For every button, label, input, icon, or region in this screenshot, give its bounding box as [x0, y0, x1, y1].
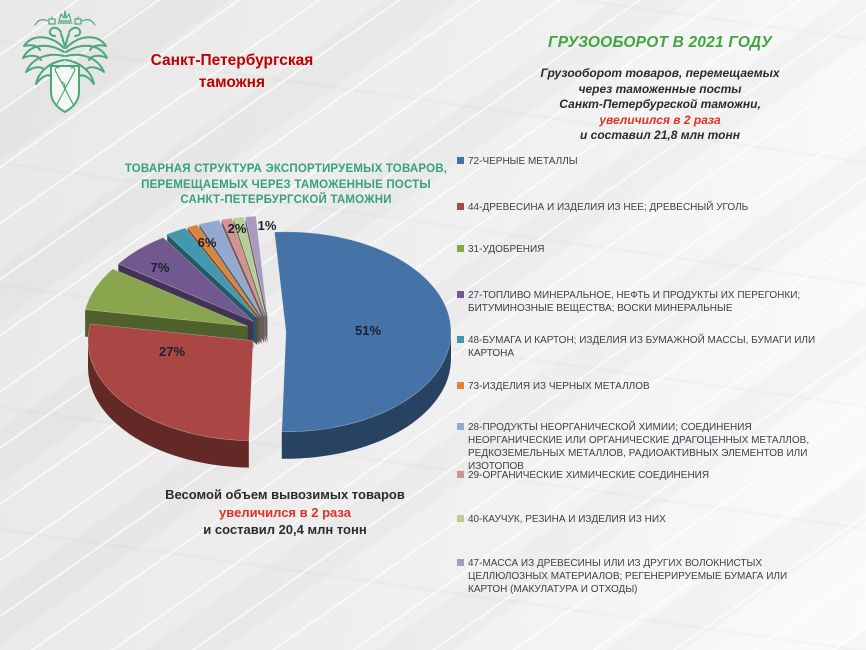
legend-swatch-icon — [457, 203, 464, 210]
legend-item — [457, 513, 666, 526]
pie-percent-label: 7% — [150, 260, 170, 275]
cargo-turnover-title: ГРУЗООБОРОТ В 2021 ГОДУ — [548, 34, 772, 51]
legend-label: 48-БУМАГА И КАРТОН; ИЗДЕЛИЯ ИЗ БУМАЖНОЙ МАССЫ, БУМАГИ ИЛИ КАРТОНА — [468, 335, 816, 359]
legend-label: 73-ИЗДЕЛИЯ ИЗ ЧЕРНЫХ МЕТАЛЛОВ — [468, 381, 650, 392]
legend-swatch-icon — [457, 423, 464, 430]
pie-percent-label: 27% — [158, 344, 186, 359]
legend-item — [457, 289, 829, 315]
chart-title-line2: ПЕРЕМЕЩАЕМЫХ ЧЕРЕЗ ТАМОЖЕННЫЕ ПОСТЫ — [141, 178, 431, 191]
legend-swatch-icon — [457, 291, 464, 298]
cargo-highlight: увеличился в 2 раза — [599, 112, 721, 127]
summary-note — [120, 486, 450, 539]
chart-title-line3: САНКТ-ПЕТЕРБУРГСКОЙ ТАМОЖНИ — [180, 194, 392, 207]
legend-swatch-icon — [457, 245, 464, 252]
cargo-turnover-text — [520, 66, 800, 144]
legend-label: 28-ПРОДУКТЫ НЕОРГАНИЧЕСКОЙ ХИМИИ; СОЕДИНЕНИЯ НЕОРГАНИЧЕСКИЕ ИЛИ ОРГАНИЧЕСКИЕ ДРАГОЦЕННЫХ МЕТАЛЛОВ, РЕДКОЗЕМЕЛЬНЫХ МЕТАЛЛОВ, РАДИОАКТИВНЫХ ЭЛЕМЕНТОВ ИЛИ ИЗОТОПОВ — [468, 422, 810, 472]
legend-label: 40-КАУЧУК, РЕЗИНА И ИЗДЕЛИЯ ИЗ НИХ — [468, 514, 666, 525]
legend-swatch-icon — [457, 382, 464, 389]
org-title-line2: таможня — [198, 73, 266, 91]
legend-item — [457, 201, 748, 214]
legend-swatch-icon — [457, 559, 464, 566]
customs-eagle-emblem — [20, 8, 110, 128]
legend-label: 29-ОРГАНИЧЕСКИЕ ХИМИЧЕСКИЕ СОЕДИНЕНИЯ — [468, 470, 710, 481]
legend-label: 47-МАССА ИЗ ДРЕВЕСИНЫ ИЛИ ИЗ ДРУГИХ ВОЛОКНИСТЫХ ЦЕЛЛЮЛОЗНЫХ МАТЕРИАЛОВ; РЕГЕНЕРИРУЕМЫЕ БУМАГА ИЛИ КАРТОН (МАКУЛАТУРА И ОТХОДЫ) — [468, 558, 788, 595]
legend-swatch-icon — [457, 471, 464, 478]
pie-percent-label: 6% — [197, 235, 217, 250]
cargo-turnover-panel — [520, 34, 800, 144]
pie-chart — [55, 205, 495, 477]
legend-item — [457, 380, 650, 393]
legend-item — [457, 155, 578, 168]
chart-title — [98, 162, 474, 209]
legend-label: 44-ДРЕВЕСИНА И ИЗДЕЛИЯ ИЗ НЕЕ; ДРЕВЕСНЫЙ УГОЛЬ — [468, 202, 749, 213]
org-title — [112, 50, 352, 93]
pie-percent-label: 1% — [257, 218, 277, 233]
eagle-crown-icon — [58, 11, 72, 23]
summary-highlight: увеличился в 2 раза — [219, 504, 351, 520]
legend-item — [457, 421, 829, 473]
legend-item — [457, 243, 544, 256]
legend-item — [457, 557, 829, 596]
legend-label: 72-ЧЕРНЫЕ МЕТАЛЛЫ — [468, 156, 578, 167]
legend-item — [457, 334, 829, 360]
org-title-line1: Санкт-Петербургская — [150, 52, 314, 69]
legend-swatch-icon — [457, 157, 464, 164]
chart-title-line1: ТОВАРНАЯ СТРУКТУРА ЭКСПОРТИРУЕМЫХ ТОВАРОВ, — [124, 163, 448, 175]
legend-label: 27-ТОПЛИВО МИНЕРАЛЬНОЕ, НЕФТЬ И ПРОДУКТЫ ИХ ПЕРЕГОНКИ; БИТУМИНОЗНЫЕ ВЕЩЕСТВА; ВОСКИ МИНЕРАЛЬНЫЕ — [468, 290, 801, 314]
legend-item — [457, 469, 709, 482]
cargo-line-2: через таможенные посты — [578, 81, 742, 96]
pie-slice-top — [88, 324, 253, 441]
summary-line1: Весомой объем вывозимых товаров — [165, 487, 405, 502]
summary-line3: и составил 20,4 млн тонн — [203, 522, 367, 538]
pie-percent-label: 51% — [354, 323, 382, 338]
cargo-line-3: Санкт-Петербургской таможни, — [559, 97, 761, 112]
cargo-result: и составил 21,8 млн тонн — [579, 128, 740, 143]
legend-label: 31-УДОБРЕНИЯ — [468, 244, 545, 255]
cargo-line-1: Грузооборот товаров, перемещаемых — [540, 66, 780, 80]
pie-percent-label: 2% — [227, 221, 247, 236]
eagle-shield-icon — [51, 66, 79, 112]
legend-swatch-icon — [457, 336, 464, 343]
pie-slice-0 — [274, 232, 451, 459]
legend-swatch-icon — [457, 515, 464, 522]
